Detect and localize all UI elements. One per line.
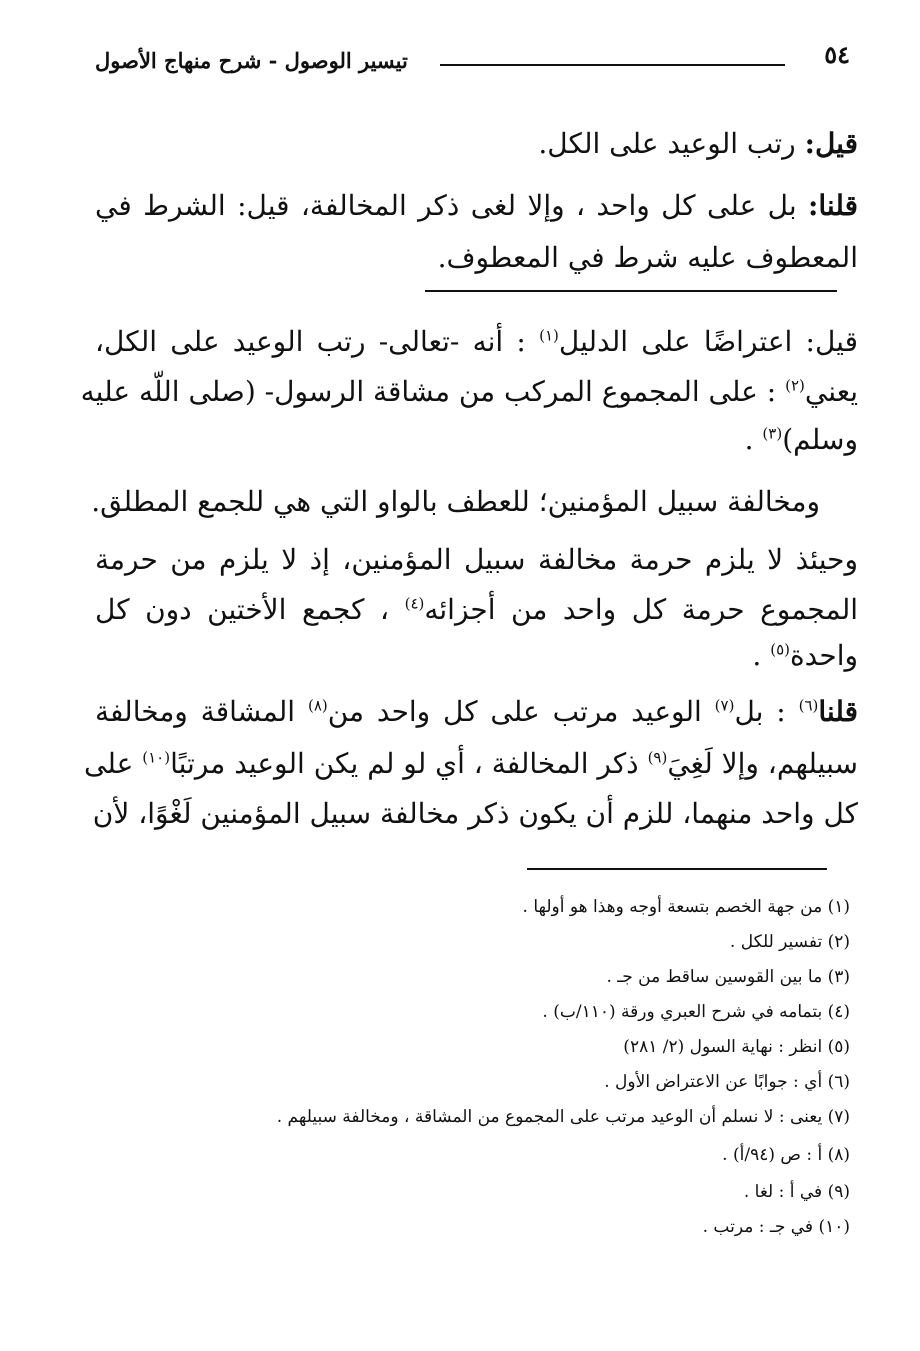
footnote-divider: [527, 868, 827, 870]
objection-text-1a: قيل: اعتراضًا على الدليل: [558, 325, 859, 358]
reply-line-1: [95, 686, 858, 738]
footnote-2: (٢) تفسير للكل .: [729, 932, 850, 952]
footnote-6: (٦) أي : جوابًا عن الاعتراض الأول .: [604, 1072, 850, 1092]
objection-text-1b: : أنه -تعالى- رتب الوعيد على الكل،: [95, 325, 526, 358]
footnote-ref-2: (٢): [785, 376, 805, 395]
paragraph-conjunction: ومخالفة سبيل المؤمنين؛ للعطف بالواو التي هي للجمع المطلق.: [91, 485, 820, 518]
answer-lead: قلنا:: [808, 189, 858, 222]
footnote-ref-6: (٦): [798, 696, 819, 715]
section-divider: [425, 290, 837, 292]
reply-text-2c: على: [84, 747, 134, 780]
paragraph-3-text-2b: ، كجمع الأختين دون كل: [95, 593, 390, 626]
question-line: [538, 118, 858, 170]
header-rule: [440, 64, 785, 66]
question-lead: قيل:: [804, 127, 858, 160]
objection-text-2a: يعني: [804, 375, 858, 408]
reply-text-1a: : بل: [734, 695, 786, 728]
reply-text-1c: المشاقة ومخالفة: [95, 695, 296, 728]
page-number: ٥٤: [824, 40, 850, 69]
objection-line-1: [95, 316, 858, 368]
reply-lead: قلنا: [818, 695, 859, 728]
footnote-5: (٥) انظر : نهاية السول (٢/ ٢٨١): [623, 1037, 850, 1057]
paragraph-3-text-2a: المجموع حرمة كل واحد من أجزائه: [424, 593, 858, 626]
question-text: رتب الوعيد على الكل.: [538, 127, 796, 160]
reply-line-2: [84, 738, 858, 790]
footnote-10: (١٠) في جـ : مرتب .: [702, 1217, 850, 1237]
reply-text-1b: الوعيد مرتب على كل واحد من: [327, 695, 702, 728]
objection-line-3: وسلم)$^{(٣)}$ .: [744, 423, 858, 456]
footnote-8: (٨) أ : ص (٩٤/أ) .: [722, 1145, 850, 1165]
footnote-9: (٩) في أ : لغا .: [743, 1182, 850, 1202]
footnote-ref-4: (٤): [404, 594, 425, 613]
footnote-ref-9: (٩): [647, 748, 668, 767]
footnote-7: (٧) يعنى : لا نسلم أن الوعيد مرتب على المجموع من المشاقة ، ومخالفة سبيلهم .: [276, 1107, 850, 1127]
footnote-ref-5: (٥): [770, 640, 791, 659]
footnote-1: (١) من جهة الخصم بتسعة أوجه وهذا هو أولها .: [522, 897, 850, 917]
paragraph-3-line-1: وحيئذ لا يلزم حرمة مخالفة سبيل المؤمنين، إذ لا يلزم من حرمة: [95, 543, 858, 576]
answer-line-1: [95, 180, 858, 232]
footnote-4: (٤) بتمامه في شرح العبري ورقة (١١٠/ب) .: [542, 1002, 850, 1022]
footnote-ref-3: (٣): [762, 424, 783, 443]
paragraph-3-line-2: [95, 584, 858, 636]
reply-line-3: كل واحد منهما، للزم أن يكون ذكر مخالفة سبيل المؤمنين لَغْوًا، لأن: [92, 797, 858, 830]
footnote-3: (٣) ما بين القوسين ساقط من جـ .: [606, 967, 850, 987]
footnote-ref-8: (٨): [307, 696, 328, 715]
paragraph-3-line-3: واحدة$^{(٥)}$ .: [752, 639, 858, 672]
paragraph-3-text-3: واحدة: [790, 639, 858, 672]
objection-text-3: وسلم): [782, 423, 858, 456]
footnote-ref-7: (٧): [714, 696, 735, 715]
reply-text-2b: ذكر المخالفة ، أي لو لم يكن الوعيد مرتبًا: [170, 747, 639, 780]
running-title: تيسير الوصول - شرح منهاج الأصول: [95, 48, 408, 73]
reply-text-2a: سبيلهم، وإلا لَغِيَ: [667, 747, 858, 780]
objection-text-2b: : على المجموع المركب من مشاقة الرسول- (صلى اللّه عليه: [80, 375, 777, 408]
answer-text-1: بل على كل واحد ، وإلا لغى ذكر المخالفة، قيل: الشرط في: [95, 189, 797, 222]
footnote-ref-10: (١٠): [142, 748, 171, 767]
footnote-ref-1: (١): [539, 326, 559, 345]
objection-line-2: [80, 366, 858, 418]
answer-line-2: المعطوف عليه شرط في المعطوف.: [437, 241, 858, 274]
